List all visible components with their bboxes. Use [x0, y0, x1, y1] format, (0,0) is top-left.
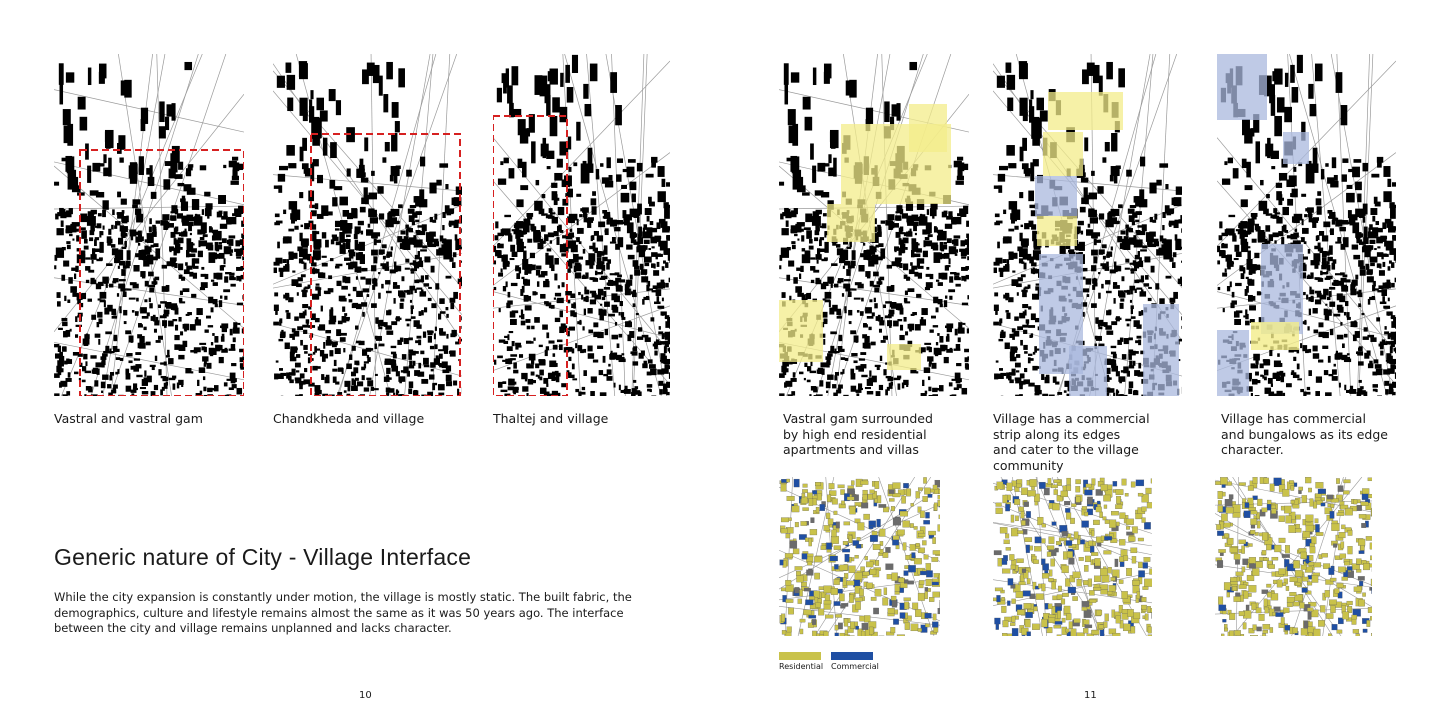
- body-paragraph: [54, 590, 654, 637]
- paragraph-line: demographics, culture and lifestyle remains almost the same as it was 50 years ago. The interface: [54, 605, 624, 620]
- page-number-right: 11: [1084, 690, 1097, 701]
- legend-swatch-commercial: [831, 652, 873, 660]
- map-svg: [779, 477, 940, 636]
- map-texture: [1215, 477, 1372, 636]
- map-svg: [1217, 54, 1396, 396]
- caption-line: community: [993, 457, 1064, 473]
- map-texture: [273, 54, 462, 396]
- page-number-left: 10: [359, 690, 372, 701]
- map-texture: [993, 477, 1152, 636]
- landuse-map-3: [1215, 477, 1372, 636]
- map-svg: [1215, 477, 1372, 636]
- map-svg: [273, 54, 462, 396]
- map-texture: [993, 54, 1182, 396]
- caption-line: strip along its edges: [993, 426, 1121, 442]
- caption-line: by high end residential: [783, 426, 927, 442]
- caption-line: and cater to the village: [993, 442, 1139, 457]
- map-svg: [779, 54, 969, 396]
- caption-line: Vastral gam surrounded: [783, 411, 933, 426]
- map-svg: [54, 54, 244, 396]
- caption-line: Village has commercial: [1221, 411, 1366, 426]
- caption-line: apartments and villas: [783, 442, 919, 457]
- caption-line: character.: [1221, 442, 1284, 457]
- map-svg: [993, 54, 1182, 396]
- landuse-map-1: [779, 477, 940, 636]
- map-caption-chandkheda: Chandkheda and village: [273, 411, 425, 426]
- map-texture: [54, 54, 244, 396]
- legend-label-commercial: Commercial: [831, 662, 879, 671]
- map-texture: [1217, 54, 1396, 396]
- highlight-map-village-bungalows: [1217, 54, 1396, 396]
- paragraph-line: between the city and village remains unplanned and lacks character.: [54, 621, 452, 635]
- map-svg: [993, 477, 1152, 636]
- legend-swatch-residential: [779, 652, 821, 660]
- highlight-map-village-commercial: [993, 54, 1182, 396]
- figure-ground-map-thaltej: [493, 54, 670, 396]
- map-texture: [493, 54, 670, 396]
- section-heading: Generic nature of City - Village Interface: [54, 544, 472, 570]
- figure-ground-map-vastral: [54, 54, 244, 396]
- figure-ground-map-chandkheda: [273, 54, 462, 396]
- highlight-map-vastral-gam: [779, 54, 969, 396]
- map-svg: [493, 54, 670, 396]
- paragraph-line: While the city expansion is constantly under motion, the village is mostly static. The built fabric, the: [54, 590, 632, 604]
- landuse-map-2: [993, 477, 1152, 636]
- map-caption-right-3: [1221, 411, 1388, 458]
- caption-line: Village has a commercial: [993, 411, 1150, 426]
- map-texture: [779, 54, 969, 396]
- map-caption-thaltej: Thaltej and village: [493, 411, 609, 426]
- map-caption-right-2: [993, 411, 1150, 473]
- map-caption-right-1: [783, 411, 933, 458]
- map-caption-vastral: Vastral and vastral gam: [54, 411, 203, 426]
- map-texture: [779, 477, 940, 636]
- legend-label-residential: Residential: [779, 662, 824, 671]
- caption-line: and bungalows as its edge: [1221, 426, 1388, 442]
